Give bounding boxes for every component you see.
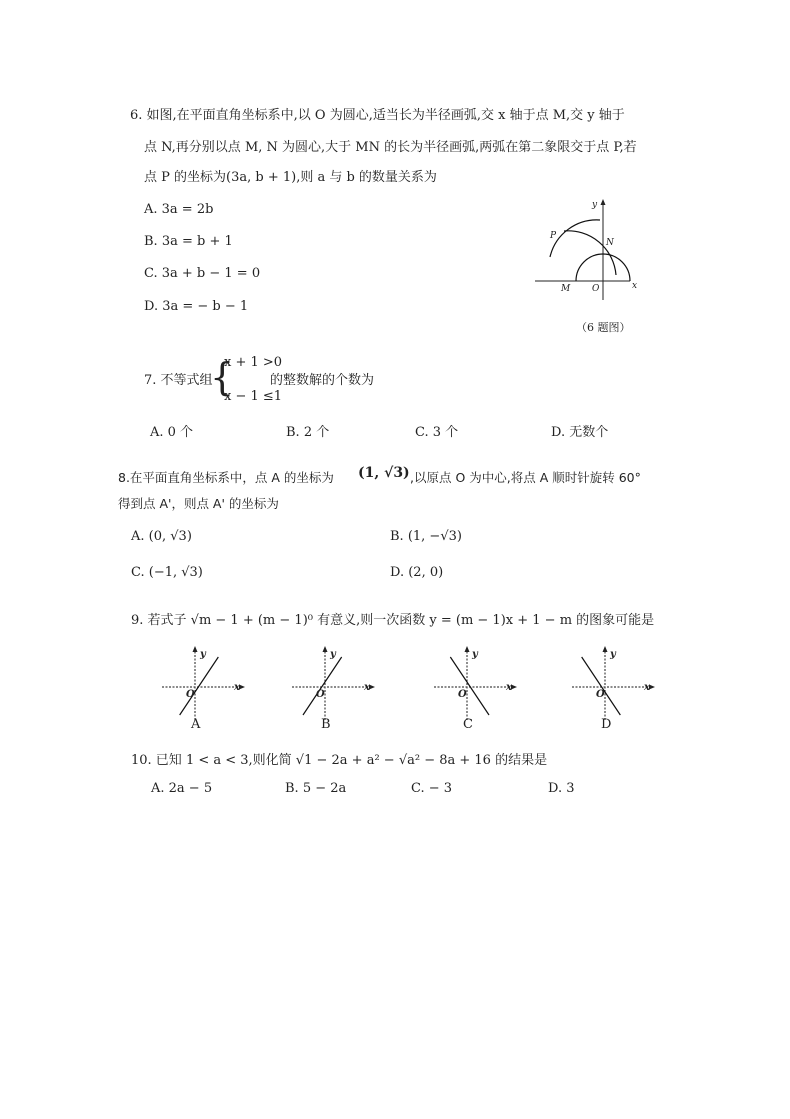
q8-coordinate: (1, √3): [358, 465, 410, 481]
q7-suffix: 的整数解的个数为: [270, 373, 375, 388]
q8-stem-b: ,以原点 O 为中心,将点 A 顺时针旋转 60°: [410, 470, 641, 485]
q10-stem: 10. 已知 1 < a < 3,则化简 √1 − 2a + a² − √a² − 8a + 16 的结果是: [131, 753, 548, 768]
q9-graph-c[interactable]: [432, 645, 522, 725]
q9-stem: 9. 若式子 √m − 1 + (m − 1)⁰ 有意义,则一次函数 y = (m − 1)x + 1 − m 的图象可能是: [131, 613, 655, 628]
q9-label-y: y: [200, 649, 206, 660]
q7-option-b: B. 2 个: [286, 425, 330, 440]
q9-option-label-a: A: [191, 717, 201, 732]
q9-function-line: [450, 657, 489, 715]
q10-option-b: B. 5 − 2a: [285, 781, 347, 796]
q9-option-label-c: C: [463, 717, 473, 732]
q6-arc-n: [550, 220, 600, 257]
q9-graph-a[interactable]: [160, 645, 250, 725]
q8-option-c: C. (−1, √3): [131, 565, 203, 580]
q6-option-b: B. 3a = b + 1: [144, 234, 233, 249]
q9-label-y: y: [472, 649, 478, 660]
q9-y-arrow: [193, 646, 198, 652]
q9-label-x: x: [644, 682, 650, 693]
q7-option-c: C. 3 个: [415, 425, 459, 440]
q6-label-p: P: [550, 231, 557, 241]
q9-label-x: x: [506, 682, 512, 693]
q9-label-y: y: [610, 649, 616, 660]
q8-option-d: D. (2, 0): [390, 565, 444, 580]
q6-label-y: y: [592, 200, 598, 210]
q8-option-b: B. (1, −√3): [390, 529, 462, 544]
q6-label-x: x: [632, 281, 638, 291]
q9-label-o: O: [596, 689, 605, 700]
q7-prefix: 7. 不等式组: [144, 373, 213, 388]
q9-label-x: x: [234, 682, 240, 693]
q9-label-o: O: [316, 689, 325, 700]
q6-stem-line1: 6. 如图,在平面直角坐标系中,以 O 为圆心,适当长为半径画弧,交 x 轴于点 M,交 y 轴于: [130, 108, 625, 123]
q9-label-x: x: [364, 682, 370, 693]
q10-option-a: A. 2a − 5: [151, 781, 213, 796]
q6-figure: [530, 195, 650, 305]
q9-function-line: [180, 657, 219, 715]
q9-y-arrow: [323, 646, 328, 652]
q6-label-n: N: [606, 238, 614, 248]
q7-brace: {: [210, 355, 235, 399]
q6-option-d: D. 3a = − b − 1: [144, 299, 249, 314]
q9-function-line: [582, 657, 621, 715]
q6-stem-line3: 点 P 的坐标为(3a, b + 1),则 a 与 b 的数量关系为: [144, 170, 437, 185]
q7-inequality-1: x + 1 >0: [224, 355, 283, 370]
q9-graph-b[interactable]: [290, 645, 380, 725]
q7-option-a: A. 0 个: [150, 425, 194, 440]
q8-stem-line2: 得到点 A'，则点 A' 的坐标为: [118, 496, 279, 511]
q9-option-label-d: D: [601, 717, 612, 732]
q9-y-arrow: [603, 646, 608, 652]
q6-option-a: A. 3a = 2b: [144, 202, 214, 217]
q8-stem-a: 8.在平面直角坐标系中，点 A 的坐标为: [118, 470, 334, 485]
q9-label-y: y: [330, 649, 336, 660]
q7-inequality-2: x − 1 ≤1: [224, 389, 283, 404]
q6-option-c: C. 3a + b − 1 = 0: [144, 266, 261, 281]
q9-label-o: O: [186, 689, 195, 700]
q9-graph-d[interactable]: [570, 645, 660, 725]
q7-option-d: D. 无数个: [551, 425, 609, 440]
q10-option-d: D. 3: [548, 781, 575, 796]
q6-figure-caption: （6 题图）: [576, 321, 631, 334]
q6-label-m: M: [561, 284, 571, 294]
q9-function-line: [303, 657, 342, 715]
q9-label-o: O: [458, 689, 467, 700]
q8-option-a: A. (0, √3): [131, 529, 192, 544]
q9-y-arrow: [465, 646, 470, 652]
q9-option-label-b: B: [321, 717, 331, 732]
q10-option-c: C. − 3: [411, 781, 453, 796]
q6-stem-line2: 点 N,再分别以点 M, N 为圆心,大于 MN 的长为半径画弧,两弧在第二象限交于点 P,若: [144, 140, 637, 155]
q6-label-o: O: [592, 284, 600, 294]
